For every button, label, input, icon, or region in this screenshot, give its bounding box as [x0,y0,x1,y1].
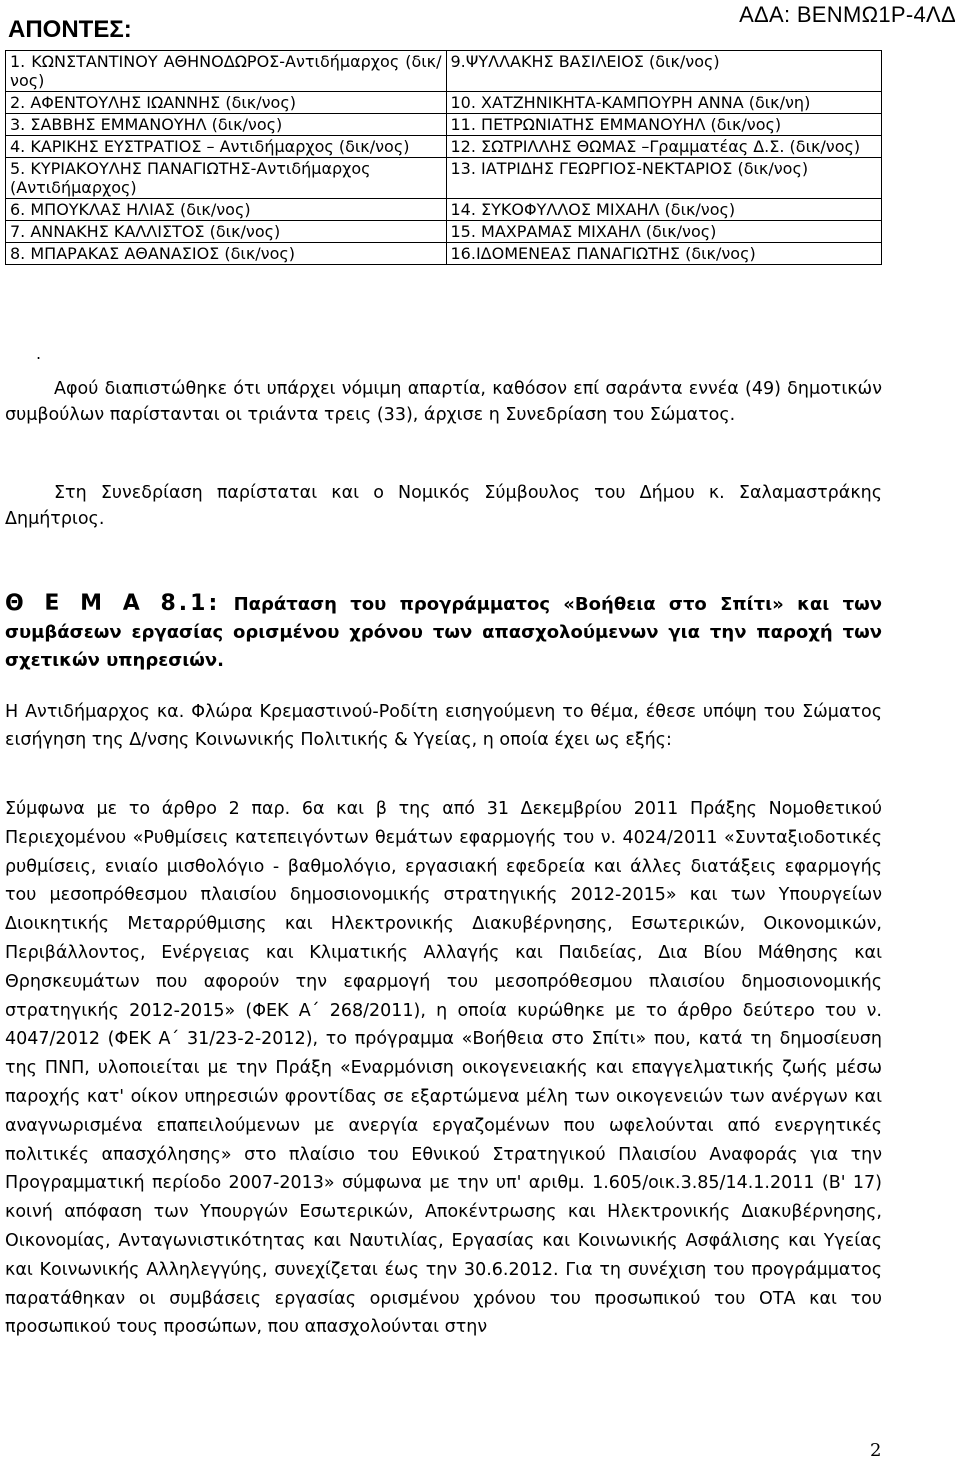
table-cell: 7. ΑΝΝΑΚΗΣ ΚΑΛΛΙΣΤΟΣ (δικ/νος) [6,221,447,243]
topic-label: Θ Ε Μ Α 8.1: [5,591,221,616]
table-cell: 15. ΜΑΧΡΑΜΑΣ ΜΙΧΑΗΛ (δικ/νος) [446,221,882,243]
legal-advisor-paragraph: Στη Συνεδρίαση παρίσταται και ο Νομικός Σύμβουλος του Δήμου κ. Σαλαμαστράκης Δημήτριος. [5,483,882,529]
table-row [6,114,882,136]
table-cell: 6. ΜΠΟΥΚΛΑΣ ΗΛΙΑΣ (δικ/νος) [6,199,447,221]
table-row [6,221,882,243]
table-row [6,136,882,158]
absent-heading: ΑΠΟΝΤΕΣ: [8,16,132,43]
table-cell: 2. ΑΦΕΝΤΟΥΛΗΣ ΙΩΑΝΝΗΣ (δικ/νος) [6,92,447,114]
page-number: 2 [870,1440,882,1461]
table-cell: 16.ΙΔΟΜΕΝΕΑΣ ΠΑΝΑΓΙΩΤΗΣ (δικ/νος) [446,243,882,265]
table-row [6,51,882,92]
topic-title: Παράταση του προγράμματος «Βοήθεια στο Σπίτι» και των συμβάσεων εργασίας ορισμένου χρόνου των απασχολούμενων για την παροχή των σχετικών υπηρεσιών. [5,594,882,671]
topic-heading [5,590,882,675]
rapporteur-paragraph: Η Αντιδήμαρχος κα. Φλώρα Κρεμαστινού-Ροδίτη εισηγούμενη το θέμα, έθεσε υπόψη του Σώματος εισήγηση της Δ/νσης Κοινωνικής Πολιτικής & Υγείας, η οποία έχει ως εξής: [5,702,882,750]
table-cell: 14. ΣΥΚΟΦΥΛΛΟΣ ΜΙΧΑΗΛ (δικ/νος) [446,199,882,221]
table-cell: 9.ΨΥΛΛΑΚΗΣ ΒΑΣΙΛΕΙΟΣ (δικ/νος) [446,51,882,92]
quorum-paragraph: Αφού διαπιστώθηκε ότι υπάρχει νόμιμη απαρτία, καθόσον επί σαράντα εννέα (49) δημοτικών συμβούλων παρίστανται οι τριάντα τρεις (33), άρχισε η Συνεδρίαση του Σώματος. [5,379,882,425]
main-paragraph: Σύμφωνα με το άρθρο 2 παρ. 6α και β της από 31 Δεκεμβρίου 2011 Πράξης Νομοθετικού Περιεχομένου «Ρυθμίσεις κατεπειγόντων θεμάτων εφαρμογής του ν. 4024/2011 «Συνταξιοδοτικές ρυθμίσεις, ενιαίο μισθολόγιο - βαθμολόγιο, εργασιακή εφεδρεία και άλλες διατάξεις εφαρμογής του μεσοπρόθεσμου πλαισίου δημοσιονομικής στρατηγικής 2012-2015» και των Υπουργείων Διοικητικής Μεταρρύθμισης και Ηλεκτρονικής Διακυβέρνησης, Εσωτερικών, Οικονομικών, Περιβάλλοντος, Ενέργειας και Κλιματικής Αλλαγής και Παιδείας, Δια Βίου Μάθησης και Θρησκευμάτων που αφορούν την εφαρμογή του μεσοπρόθεσμου πλαισίου δημοσιονομικής στρατηγικής 2012-2015» (ΦΕΚ Α΄ 268/2011), η οποία κυρώθηκε με το άρθρο δεύτερο του ν. 4047/2012 (ΦΕΚ Α΄ 31/23-2-2012), το πρόγραμμα «Βοήθεια στο Σπίτι» που, κατά τη δημοσίευση της ΠΝΠ, υλοποιείται με την Πράξη «Εναρμόνιση οικογενειακής και επαγγελματικής ζωής μέσω παροχής κατ' οίκον υπηρεσιών φροντίδας σε εξαρτώμενα μέλη των οικογενειών των ανέργων και αναγνωρισμένα επαπειλούμενων με ανεργία εργαζομένων που ωφελούνται από ενεργητικές πολιτικές απασχόλησης» στο πλαίσιο του Εθνικού Στρατηγικού Πλαισίου Αναφοράς για την Προγραμματική περίοδο 2007-2013» σύμφωνα με την υπ' αριθμ. 1.605/οικ.3.85/14.1.2011 (Β' 17) κοινή απόφαση των Υπουργών Εσωτερικών, Αποκέντρωσης και Ηλεκτρονικής Διακυβέρνησης, Οικονομίας, Ανταγωνιστικότητας και Ναυτιλίας, Εργασίας και Κοινωνικής Ασφάλισης και Υγείας και Κοινωνικής Αλληλεγγύης, συνεχίζεται έως την 30.6.2012. Για τη συνέχιση του προγράμματος παρατάθηκαν οι συμβάσεις εργασίας ορισμένου χρόνου του προσωπικού του ΟΤΑ και του προσωπικού τους προσώπων, που απασχολούνται στην [5,799,882,1338]
table-cell: 13. ΙΑΤΡΙΔΗΣ ΓΕΩΡΓΙΟΣ-ΝΕΚΤΑΡΙΟΣ (δικ/νος) [446,158,882,199]
table-cell: 3. ΣΑΒΒΗΣ ΕΜΜΑΝΟΥΗΛ (δικ/νος) [6,114,447,136]
table-cell: 1. ΚΩΝΣΤΑΝΤΙΝΟΥ ΑΘΗΝΟΔΩΡΟΣ-Αντιδήμαρχος (δικ/νος) [6,51,447,92]
table-cell: 10. ΧΑΤΖΗΝΙΚΗΤΑ-ΚΑΜΠΟΥΡΗ ΑΝΝΑ (δικ/νη) [446,92,882,114]
table-cell: 11. ΠΕΤΡΩΝΙΑΤΗΣ ΕΜΜΑΝΟΥΗΛ (δικ/νος) [446,114,882,136]
table-row [6,243,882,265]
table-cell: 8. ΜΠΑΡΑΚΑΣ ΑΘΑΝΑΣΙΟΣ (δικ/νος) [6,243,447,265]
table-cell: 4. ΚΑΡΙΚΗΣ ΕΥΣΤΡΑΤΙΟΣ – Αντιδήμαρχος (δικ/νος) [6,136,447,158]
stray-dot: . [36,344,42,363]
table-row [6,199,882,221]
document-code: ΑΔΑ: ΒΕΝΜΩ1Ρ-4ΛΔ [739,2,956,27]
absent-members-table [5,50,882,265]
table-cell: 5. ΚΥΡΙΑΚΟΥΛΗΣ ΠΑΝΑΓΙΩΤΗΣ-Αντιδήμαρχος (Αντιδήμαρχος) [6,158,447,199]
table-row [6,158,882,199]
table-cell: 12. ΣΩΤΡΙΛΛΗΣ ΘΩΜΑΣ –Γραμματέας Δ.Σ. (δικ/νος) [446,136,882,158]
table-row [6,92,882,114]
